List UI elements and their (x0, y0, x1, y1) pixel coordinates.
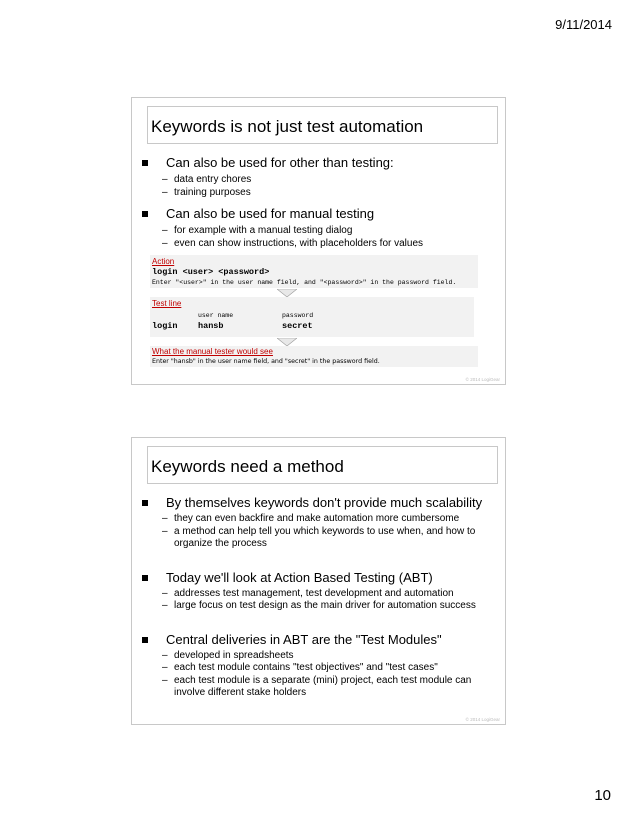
sub-bullet-item (142, 662, 499, 675)
sub-bullet-text: each test module contains "test objectives" and "test cases" (174, 662, 438, 673)
bullet-text: Can also be used for other than testing: (166, 155, 394, 170)
dash-bullet-icon: – (162, 237, 168, 249)
sub-bullet-text: even can show instructions, with placeholders for values (174, 237, 424, 249)
bullet-item (142, 495, 499, 511)
sub-bullet-item (142, 675, 499, 700)
dash-bullet-icon: – (162, 225, 168, 236)
bullet-list (142, 495, 499, 700)
testline-value-user: hansb (198, 321, 224, 331)
sub-bullet-text: addresses test management, test development and automation (174, 587, 454, 599)
square-bullet-icon (142, 575, 148, 581)
down-arrow-icon (277, 338, 297, 346)
testline-panel (150, 297, 474, 337)
sub-bullet-text: for example with a manual testing dialog (174, 225, 353, 236)
slide-copyright: © 2014 LogiGear (465, 377, 500, 382)
sub-bullet-text: a method can help tell you which keywords to use when, and how to organize the process (174, 525, 476, 549)
dash-bullet-icon: – (162, 662, 168, 673)
down-arrow-icon (277, 289, 297, 297)
slide-title: Keywords need a method (147, 446, 498, 484)
sub-bullet-item (142, 526, 499, 551)
bullet-text: By themselves keywords don't provide much scalability (166, 495, 483, 510)
bullet-list (142, 155, 499, 250)
sub-bullet-item (142, 174, 499, 187)
testline-keyword: login (152, 321, 178, 331)
page-number: 10 (594, 787, 611, 804)
bullet-item (142, 632, 499, 648)
sub-bullet-text: they can even backfire and make automation more cumbersome (174, 513, 460, 524)
manual-tester-panel (150, 346, 478, 367)
dash-bullet-icon: – (162, 674, 168, 686)
bullet-item (142, 206, 499, 222)
column-header-password: password (282, 312, 314, 319)
sub-bullet-text: data entry chores (174, 174, 252, 185)
sub-bullet-item (142, 238, 499, 251)
sub-bullet-text: each test module is a separate (mini) project, each test module can involve different stake holders (174, 674, 472, 698)
column-header-user-name: user name (198, 312, 234, 319)
dash-bullet-icon: – (162, 649, 168, 661)
dash-bullet-icon: – (162, 186, 168, 198)
action-label: Action (152, 257, 175, 266)
dash-bullet-icon: – (162, 174, 168, 185)
bullet-text: Central deliveries in ABT are the "Test Modules" (166, 631, 442, 647)
manual-tester-label: What the manual tester would see (152, 347, 273, 356)
testline-value-password: secret (282, 321, 313, 331)
square-bullet-icon (142, 160, 148, 166)
dash-bullet-icon: – (162, 525, 168, 537)
action-instruction-line: Enter "<user>" in the user name field, and "<password>" in the password field. (152, 279, 457, 286)
sub-bullet-item (142, 600, 499, 613)
manual-tester-instruction: Enter "hansb" in the user name field, and "secret" in the password field. (152, 358, 380, 365)
sub-bullet-text: training purposes (174, 186, 251, 198)
action-keyword-line: login <user> <password> (152, 267, 270, 277)
bullet-item (142, 570, 499, 586)
bullet-text: Today we'll look at Action Based Testing (ABT) (166, 569, 433, 585)
square-bullet-icon (142, 211, 148, 217)
sub-bullet-item (142, 513, 499, 526)
bullet-item (142, 155, 499, 171)
dash-bullet-icon: – (162, 600, 168, 611)
sub-bullet-item (142, 187, 499, 200)
page-date: 9/11/2014 (555, 17, 612, 32)
slide-copyright: © 2014 LogiGear (465, 717, 500, 722)
testline-label: Test line (152, 299, 182, 308)
dash-bullet-icon: – (162, 513, 168, 524)
bullet-text: Can also be used for manual testing (166, 206, 375, 221)
sub-bullet-item (142, 588, 499, 601)
slide-title: Keywords is not just test automation (147, 106, 498, 144)
sub-bullet-item (142, 225, 499, 238)
slide-keywords-not-just-automation (131, 97, 506, 385)
sub-bullet-item (142, 650, 499, 663)
sub-bullet-text: large focus on test design as the main driver for automation success (174, 600, 476, 611)
sub-bullet-text: developed in spreadsheets (174, 649, 294, 661)
action-panel (150, 255, 478, 288)
slide-keywords-need-method (131, 437, 506, 725)
square-bullet-icon (142, 500, 148, 506)
square-bullet-icon (142, 637, 148, 643)
dash-bullet-icon: – (162, 587, 168, 599)
